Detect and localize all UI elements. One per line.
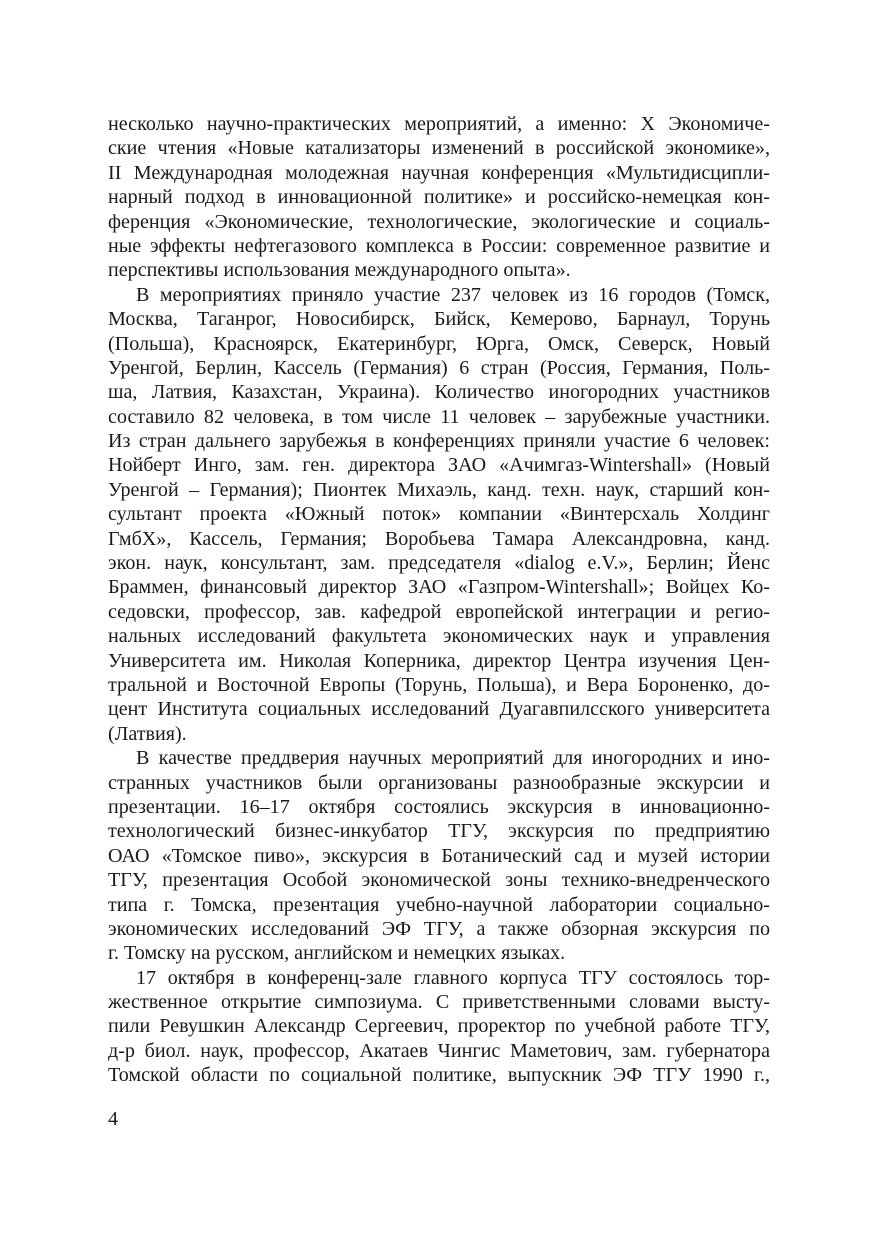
text-line: нарный подход в инновационной политике» и российско-немецкая кон-	[108, 186, 770, 209]
text-line: Томской области по социальной политике, выпускник ЭФ ТГУ 1990 г.,	[108, 1064, 770, 1087]
text-line: (Польша), Красноярск, Екатеринбург, Юрга, Омск, Северск, Новый	[108, 332, 770, 355]
text-line: ТГУ, презентация Особой экономической зоны технико-внедренческого	[108, 869, 770, 892]
text-line: В мероприятиях приняло участие 237 человек из 16 городов (Томск,	[136, 283, 770, 306]
text-line: пили Ревушкин Александр Сергеевич, проректор по учебной работе ТГУ,	[108, 1015, 770, 1038]
text-line: тральной и Восточной Европы (Торунь, Польша), и Вера Бороненко, до-	[108, 673, 770, 696]
text-line: презентации. 16–17 октября состоялись экскурсия в инновационно-	[108, 795, 770, 818]
text-line: седовски, профессор, зав. кафедрой европейской интеграции и регио-	[108, 600, 770, 623]
text-line: В качестве преддверия научных мероприятий для иногородних и ино-	[136, 747, 770, 770]
text-line: Уренгой, Берлин, Кассель (Германия) 6 стран (Россия, Германия, Поль-	[108, 356, 770, 379]
body-text	[108, 112, 770, 1088]
paragraph	[108, 112, 770, 283]
text-line: сультант проекта «Южный поток» компании «Винтерсхаль Холдинг	[108, 503, 770, 526]
text-line: экон. наук, консультант, зам. председателя «dialog e.V.», Берлин; Йенс	[108, 552, 770, 575]
text-line: странных участников были организованы разнообразные экскурсии и	[108, 771, 770, 794]
text-line: д-р биол. наук, профессор, Акатаев Чингис Маметович, зам. губернатора	[108, 1039, 770, 1062]
paragraph	[108, 746, 770, 966]
text-line: Уренгой – Германия); Пионтек Михаэль, канд. техн. наук, старший кон-	[108, 478, 770, 501]
text-line: технологический бизнес-инкубатор ТГУ, экскурсия по предприятию	[108, 820, 770, 843]
text-line: экономических исследований ЭФ ТГУ, а также обзорная экскурсия по	[108, 917, 770, 940]
text-line: цент Института социальных исследований Дуагавпилсского университета	[108, 698, 770, 721]
text-line: ские чтения «Новые катализаторы изменений в российской экономике»,	[108, 137, 770, 160]
text-line: ГмбХ», Кассель, Германия; Воробьева Тамара Александровна, канд.	[108, 527, 770, 550]
text-line: ные эффекты нефтегазового комплекса в России: современное развитие и	[108, 234, 770, 257]
text-line: нальных исследований факультета экономических наук и управления	[108, 625, 770, 648]
text-line: Из стран дальнего зарубежья в конференциях приняли участие 6 человек:	[108, 430, 770, 453]
text-line: Браммен, финансовый директор ЗАО «Газпром-Wintershall»; Войцех Ко-	[108, 576, 770, 599]
text-line: составило 82 человека, в том числе 11 человек – зарубежные участники.	[108, 405, 770, 428]
page-number: 4	[108, 1108, 119, 1130]
text-line: (Латвия).	[108, 722, 187, 745]
text-line: ша, Латвия, Казахстан, Украина). Количество иногородних участников	[108, 381, 770, 404]
text-line: Москва, Таганрог, Новосибирск, Бийск, Кемерово, Барнаул, Торунь	[108, 308, 770, 331]
text-line: ференция «Экономические, технологические, экологические и социаль-	[108, 210, 770, 233]
text-line: жественное открытие симпозиума. С приветственными словами высту-	[108, 991, 770, 1014]
text-line: ОАО «Томское пиво», экскурсия в Ботанический сад и музей истории	[108, 844, 770, 867]
text-line: 17 октября в конференц-зале главного корпуса ТГУ состоялось тор-	[136, 966, 770, 989]
text-line: II Международная молодежная научная конференция «Мультидисципли-	[108, 161, 770, 184]
paragraph	[108, 966, 770, 1088]
text-line: Нойберт Инго, зам. ген. директора ЗАО «Ачимгаз-Wintershall» (Новый	[108, 454, 770, 477]
text-line: несколько научно-практических мероприятий, а именно: X Экономиче-	[108, 113, 770, 135]
text-line: перспективы использования международного опыта».	[108, 259, 571, 282]
text-line: типа г. Томска, презентация учебно-научной лаборатории социально-	[108, 893, 770, 916]
text-line: Университета им. Николая Коперника, директор Центра изучения Цен-	[108, 649, 770, 672]
text-line: г. Томску на русском, английском и немецких языках.	[108, 942, 566, 965]
paragraph	[108, 283, 770, 746]
